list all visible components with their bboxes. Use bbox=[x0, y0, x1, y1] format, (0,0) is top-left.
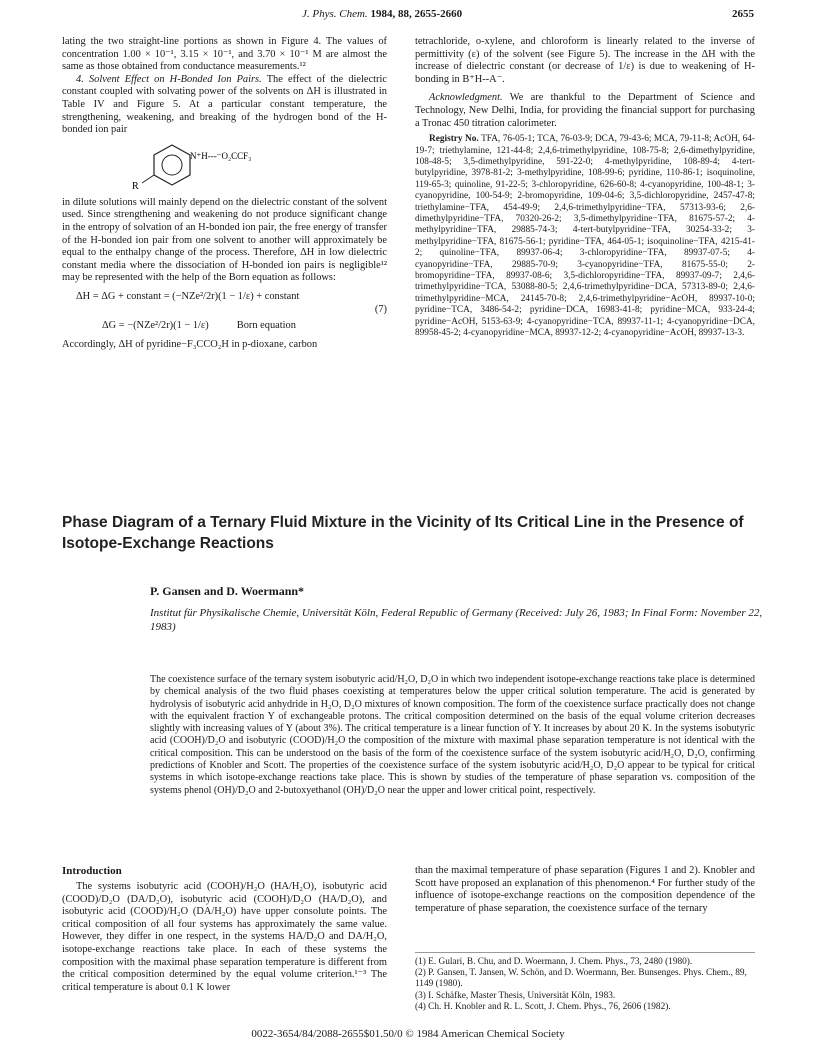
paragraph: lating the two straight-line portions as shown in Figure 4. The values of concentration 1.00 × 10⁻¹, 3.15 × 10⁻¹, and 3.70 × 10⁻¹ M are almost the same as those obtained from conductance measurements.¹² bbox=[62, 36, 387, 73]
equation-number: (7) bbox=[374, 303, 387, 315]
journal-citation: J. Phys. Chem. 1984, 88, 2655-2660 bbox=[302, 8, 463, 20]
authors: P. Gansen and D. Woermann* bbox=[150, 584, 305, 598]
page-number: 2655 bbox=[732, 8, 754, 20]
ion-pair-label: N⁺H---⁻O₂CCF₃ bbox=[190, 150, 252, 161]
intro-left: The systems isobutyric acid (COOH)/H₂O (HA/H₂O), isobutyric acid (COOD)/D₂O (DA/D₂O), isobutyric acid (COOH)/D₂O (HA/D₂O), and isobutyric acid (COOD)/H₂O (DA/H₂O) have upper consolute points. The critical composition of all four systems has approximately the same value. However, they differ in one respect, in the systems HA/D₂O and DA/H₂O, isotope-exchange reactions take place. In each of these systems the composition with the maximal phase separation temperature is different from the critical composition determined by the equal volume criterion.¹⁻³ The critical temperature is about 0.1 K lower bbox=[62, 881, 387, 993]
intro-heading: Introduction bbox=[62, 865, 122, 877]
paragraph: in dilute solutions will mainly depend on the dielectric constant of the solvent used. Since strengthening and weakening do not produce significant change in the entropy of solvation of an H-bonded ion pair, the free energy of transfer of the H-bonded ion pair from one solvent to another will approximately be equal to the enthalpy change of the process. Therefore, ΔH in low dielectric constant media where the dissociation of H-bonded ion pairs is negligible¹² may be represented with the help of the Born equation as follows: bbox=[62, 196, 387, 284]
right-column bbox=[415, 36, 755, 339]
section-paragraph: 4. Solvent Effect on H-Bonded Ion Pairs. The effect of the dielectric constant coupled with solvating power of the solvents on ΔH is illustrated in Table IV and Figure 5. At a particular constant temperature, the strengthening, weakening, and breaking of the hydrogen bond of the H-bonded ion pair bbox=[62, 73, 387, 136]
article-title: Phase Diagram of a Ternary Fluid Mixture in the Vicinity of Its Critical Line in the Presence of Isotope-Exchange Reactions bbox=[62, 514, 744, 552]
reference-item: (4) Ch. H. Knobler and R. L. Scott, J. Chem. Phys., 76, 2606 (1982). bbox=[415, 1001, 671, 1012]
intro-right: than the maximal temperature of phase separation (Figures 1 and 2). Knobler and Scott have proposed an explanation of this phenomenon.⁴ For further study of the influence of isotope-exchange reactions on the composition dependence of the temperature of phase separation, the coexistence surface of the ternary bbox=[415, 865, 755, 914]
affiliation: Institut für Physikalische Chemie, Universität Köln, Federal Republic of Germany (Received: July 26, 1983; In Final Form: November 22, 1983) bbox=[150, 607, 763, 633]
reference-item: (3) I. Schäfke, Master Thesis, Universität Köln, 1983. bbox=[415, 990, 616, 1001]
equation-7: ΔH = ΔG + constant = (−NZe²/2r)(1 − 1/ε) + constant (7) bbox=[62, 291, 387, 316]
paragraph: Accordingly, ΔH of pyridine−F₃CCO₂H in p-dioxane, carbon bbox=[62, 338, 318, 350]
reference-item: (2) P. Gansen, T. Jansen, W. Schön, and D. Woermann, Ber. Bunsenges. Phys. Chem., 89, 1149 (1980). bbox=[415, 968, 747, 990]
left-column bbox=[62, 36, 387, 351]
abstract: The coexistence surface of the ternary system isobutyric acid/H₂O, D₂O in which two independent isotope-exchange reactions take place is determined by chemical analysis of the two fluid phases coexisting at temperatures below the upper critical solution temperature. The acid is generated by hydrolysis of isobutyric acid anhydride in H₂O, D₂O mixtures of known composition. The form of the coexistence surface practically does not change with the equivalent fraction Y of exchangeable protons. The critical composition determined on the basis of the equal volume criterion decreases slightly with increasing values of Y (about 3%). The critical temperature is a linear function of Y. It increases by about 20 K. In the systems isobutyric acid (COOH)/D₂O and isobutyric (COOD)/H₂O the composition of the mixture with maximal phase separation temperature is not identical with the critical composition. This can be understood on the basis of the form of the coexistence surface of the system isobutyric acid/H₂O, D₂O, confirming predictions of Knobler and Scott. The properties of the coexistence surface of the system isobutyric acid/H₂O, D₂O appear to be typical for critical systems in which isotope-exchange reactions take place. This is shown by studies of the temperature of phase separation vs. composition of the systems phenol (OH)/D₂O and 2-butoxyethanol (OH)/D₂O near the upper and lower critical point, respectively. bbox=[150, 674, 755, 796]
acknowledgment: Acknowledgment. We are thankful to the Department of Science and Technology, New Delhi, India, for providing the financial support for purchasing a Tronac 450 titration calorimeter. bbox=[415, 92, 755, 129]
section-heading: 4. Solvent Effect on H-Bonded Ion Pairs. bbox=[76, 73, 262, 85]
reference-item: (1) E. Gulari, B. Chu, and D. Woermann, J. Chem. Phys., 73, 2480 (1980). bbox=[415, 957, 693, 967]
paragraph: tetrachloride, o-xylene, and chloroform is linearly related to the inverse of permittivity (ε) of the solvent (see Figure 5). The increase in the ΔH with the increase of dielectric constant (or decrease of 1/ε) is due to weakening of H-bonding in B⁺H--A⁻. bbox=[415, 36, 755, 85]
running-header bbox=[62, 8, 754, 26]
registry-numbers: Registry No. TFA, 76-05-1; TCA, 76-03-9; DCA, 79-43-6; MCA, 79-11-8; AcOH, 64-19-7; triethylamine, 121-44-8; 2,4,6-trimethylpyridine, 108-75-8; 2,6-dimethylpyridine, 108-48-5; 3,5-dimethylpyridine, 591-22-0; 4-methylpyridine, 108-89-4; 4-tert-butylpyridine, 3978-81-2; 3-methylpyridine, 108-99-6; pyridine, 110-86-1; isoquinoline, 119-65-3; quinoline, 91-22-5; 3-chloropyridine, 626-60-8; 4-cyanopyridine, 100-48-1; 3-cyanopyridine, 100-54-9; 2-bromopyridine, 109-04-6; 3,5-dichloropyridine, 2457-47-8; triethylamine−TFA, 454-49-9; 2,4,6-trimethylpyridine−TFA, 57313-93-6; 2,6-dimethylpyridine−TFA, 70320-26-2; 3,5-dimethylpyridine−TFA, 81675-57-2; 4-methylpyridine−TFA, 29885-74-3; 4-tert-butylpyridine−TFA, 30254-33-2; 3-methylpyridine−TFA, 81675-56-1; pyridine−TFA, 464-05-1; isoquinoline−TFA, 4215-41-2; quinoline−TFA, 89937-06-4; 3-chloropyridine−TFA, 89937-07-5; 4-cyanopyridine−TFA, 29885-70-9; 3-cyanopyridine−TFA, 81675-55-0; 2-bromopyridine−TFA, 89937-08-6; 3,5-dichloropyridine−TFA, 89937-09-7; 2,4,6-trimethylpyridine−TCA, 53088-80-5; 2,4,6-trimethylpyridine−DCA, 57313-89-0; 2,4,6-trimethylpyridine−MCA, 24145-70-8; 2,4,6-trimethylpyridine−AcOH, 89937-10-0; pyridine−TCA, 3486-54-2; pyridine−DCA, 16983-41-8; pyridine−MCA, 933-24-4; pyridine−AcOH, 5153-63-9; 4-cyanopyridine−TCA, 89937-11-1; 4-cyanopyridine−DCA, 89958-45-2; 4-cyanopyridine−MCA, 89937-12-2; 4-cyanopyridine−AcOH, 89937-13-3. bbox=[415, 134, 756, 339]
ion-pair-structure bbox=[132, 139, 332, 195]
r-group-label: R bbox=[132, 180, 139, 192]
footer-copyright: 0022-3654/84/2088-2655$01.50/0 © 1984 American Chemical Society bbox=[251, 1028, 565, 1040]
references bbox=[415, 952, 755, 1013]
born-equation: ΔG = −(NZe²/2r)(1 − 1/ε) Born equation bbox=[102, 320, 296, 332]
